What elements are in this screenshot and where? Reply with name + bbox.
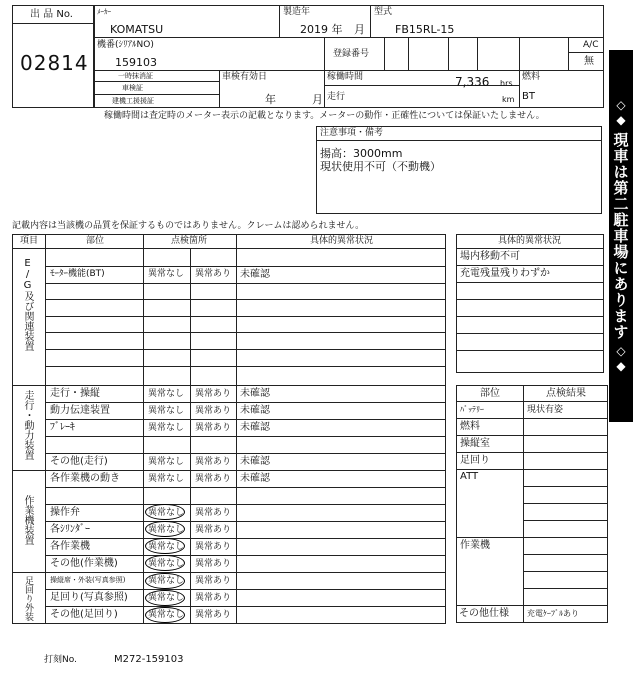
result-other-label: その他仕様 <box>459 608 509 619</box>
section-foot: 足回り外装 <box>23 576 33 621</box>
serial-label: 機番(ｼﾘｱﾙNO) <box>97 40 154 50</box>
lot-label: 出 品 No. <box>30 9 73 20</box>
month-label: 月 <box>354 23 365 36</box>
run-label: 走行 <box>327 92 346 102</box>
drive-row-2-normal: 異常なし <box>148 406 185 416</box>
work-row-1-normal: 異常なし <box>148 474 185 484</box>
right-detail-row-1: 場内移動不可 <box>460 251 520 262</box>
ac-value: 無 <box>584 56 594 67</box>
inspection-label: 車検有効日 <box>222 72 268 82</box>
serial-value: 159103 <box>115 56 157 69</box>
work-row-1: 各作業機の動き <box>50 473 120 484</box>
fuel-label: 燃料 <box>522 72 541 82</box>
inspection-month: 月 <box>312 93 323 106</box>
work-row-5-abnormal: 異常あり <box>195 542 232 552</box>
remarks-label: 注意事項・備考 <box>320 128 384 138</box>
foot-row-3-abnormal: 異常あり <box>195 610 232 620</box>
right-detail-row-2: 充電残量残りわずか <box>460 268 550 279</box>
eg-row-1-abnormal: 異常あり <box>195 269 232 279</box>
hours-notice: 稼働時間は査定時のメーター表示の記載となります。メーターの動作・正確性については保証いたしません。 <box>104 111 545 121</box>
year-value: 2019 年 <box>300 23 343 36</box>
fuel-value: BT <box>522 91 535 102</box>
quality-notice: 記載内容は当該機の品質を保証するものではありません。クレームは認められません。 <box>12 221 365 231</box>
col-detail: 具体的異常状況 <box>310 236 374 246</box>
banner-symbol-bottom: ◇◆ <box>614 344 628 374</box>
drive-row-3-abnormal: 異常あり <box>195 423 232 433</box>
stamp-value: M272-159103 <box>114 654 184 665</box>
work-row-4-normal: 異常なし <box>148 525 185 535</box>
registration-label: 登録番号 <box>333 49 370 59</box>
year-label: 製造年 <box>283 7 311 17</box>
col-item: 項目 <box>20 236 39 246</box>
banner-text <box>609 50 633 422</box>
maker-label: ﾒｰｶｰ <box>97 8 111 16</box>
banner-symbol-top: ◇◆ <box>614 98 628 128</box>
work-row-4: 各ｼﾘﾝﾀﾞｰ <box>50 524 90 535</box>
section-work: 作業機装置 <box>22 495 33 545</box>
foot-row-1: 操縦席・外装(写真参照) <box>50 576 126 584</box>
remarks-line2: 現状使用不可（不動機） <box>320 160 441 173</box>
result-battery-value: 現状有姿 <box>527 405 564 415</box>
col-check: 点検箇所 <box>171 236 208 246</box>
ac-label: A/C <box>583 40 599 50</box>
work-row-1-abnormal: 異常あり <box>195 474 232 484</box>
foot-row-1-normal: 異常なし <box>148 576 185 586</box>
result-col-result: 点検結果 <box>546 388 586 399</box>
inspection-year: 年 <box>265 93 276 106</box>
drive-row-2-status: 未確認 <box>240 405 270 416</box>
work-row-6: その他(作業機) <box>50 558 118 569</box>
drive-row-5: その他(走行) <box>50 456 108 467</box>
result-cab-label: 操縦室 <box>460 438 490 449</box>
work-row-6-abnormal: 異常あり <box>195 559 232 569</box>
work-row-5-normal: 異常なし <box>148 542 185 552</box>
drive-row-2: 動力伝達装置 <box>50 405 110 416</box>
remarks-line1: 揚高：3000mm <box>320 147 403 160</box>
drive-row-3: ﾌﾞﾚｰｷ <box>50 422 75 433</box>
hours-value: 7,336 <box>455 75 490 89</box>
drive-row-5-status: 未確認 <box>240 456 270 467</box>
banner-message: 現車は第二駐車場にあります <box>611 132 630 340</box>
work-row-3: 操作弁 <box>50 507 80 518</box>
result-col-part: 部位 <box>480 388 500 399</box>
stamp-label: 打刻No. <box>44 655 77 665</box>
eg-row-1-part: ﾓｰﾀｰ機能(BT) <box>50 269 105 279</box>
drive-row-1-abnormal: 異常あり <box>195 389 232 399</box>
drive-row-2-abnormal: 異常あり <box>195 406 232 416</box>
eg-row-1-status: 未確認 <box>240 269 270 280</box>
heavy-cert-label: 建機工援援証 <box>112 97 154 105</box>
result-battery-label: ﾊﾞｯﾃﾘｰ <box>460 405 484 414</box>
drive-row-3-status: 未確認 <box>240 422 270 433</box>
result-foot-label: 足回り <box>460 455 490 466</box>
drive-row-1-status: 未確認 <box>240 388 270 399</box>
right-detail-header: 具体的異常状況 <box>498 236 562 246</box>
drive-row-1: 走行・操縦 <box>50 388 100 399</box>
drive-row-1-normal: 異常なし <box>148 389 185 399</box>
location-banner <box>609 50 633 422</box>
foot-row-2-normal: 異常なし <box>148 593 185 603</box>
vehicle-cert-label: 車検証 <box>122 84 143 92</box>
result-work-label: 作業機 <box>460 540 490 551</box>
lot-number: 02814 <box>20 51 89 75</box>
work-row-6-normal: 異常なし <box>148 559 185 569</box>
foot-row-1-abnormal: 異常あり <box>195 576 232 586</box>
drive-row-3-normal: 異常なし <box>148 423 185 433</box>
drive-row-5-normal: 異常なし <box>148 457 185 467</box>
work-row-5: 各作業機 <box>50 541 90 552</box>
hours-label: 稼働時間 <box>327 72 364 82</box>
result-att-label: ATT <box>460 471 479 482</box>
section-eg: E/G及び関連装置 <box>22 258 33 351</box>
temp-cert-label: 一時抹消証 <box>118 72 153 80</box>
drive-row-5-abnormal: 異常あり <box>195 457 232 467</box>
section-drive: 走行・動力装置 <box>22 390 33 460</box>
hours-unit: hrs <box>500 79 513 88</box>
model-label: 型式 <box>374 7 393 17</box>
foot-row-2: 足回り(写真参照) <box>50 592 128 603</box>
eg-row-1-normal: 異常なし <box>148 269 185 279</box>
maker-value: KOMATSU <box>110 23 164 36</box>
km-unit: km <box>502 95 515 104</box>
foot-row-3-normal: 異常なし <box>148 610 185 620</box>
foot-row-2-abnormal: 異常あり <box>195 593 232 603</box>
work-row-3-normal: 異常なし <box>148 508 185 518</box>
result-fuel-label: 燃料 <box>460 421 480 432</box>
work-row-4-abnormal: 異常あり <box>195 525 232 535</box>
col-part: 部位 <box>86 236 105 246</box>
work-row-1-status: 未確認 <box>240 473 270 484</box>
work-row-3-abnormal: 異常あり <box>195 508 232 518</box>
model-value: FB15RL-15 <box>395 23 455 36</box>
result-other-value: 充電ｹｰﾌﾞﾙあり <box>527 609 579 618</box>
foot-row-3: その他(足回り) <box>50 609 118 620</box>
